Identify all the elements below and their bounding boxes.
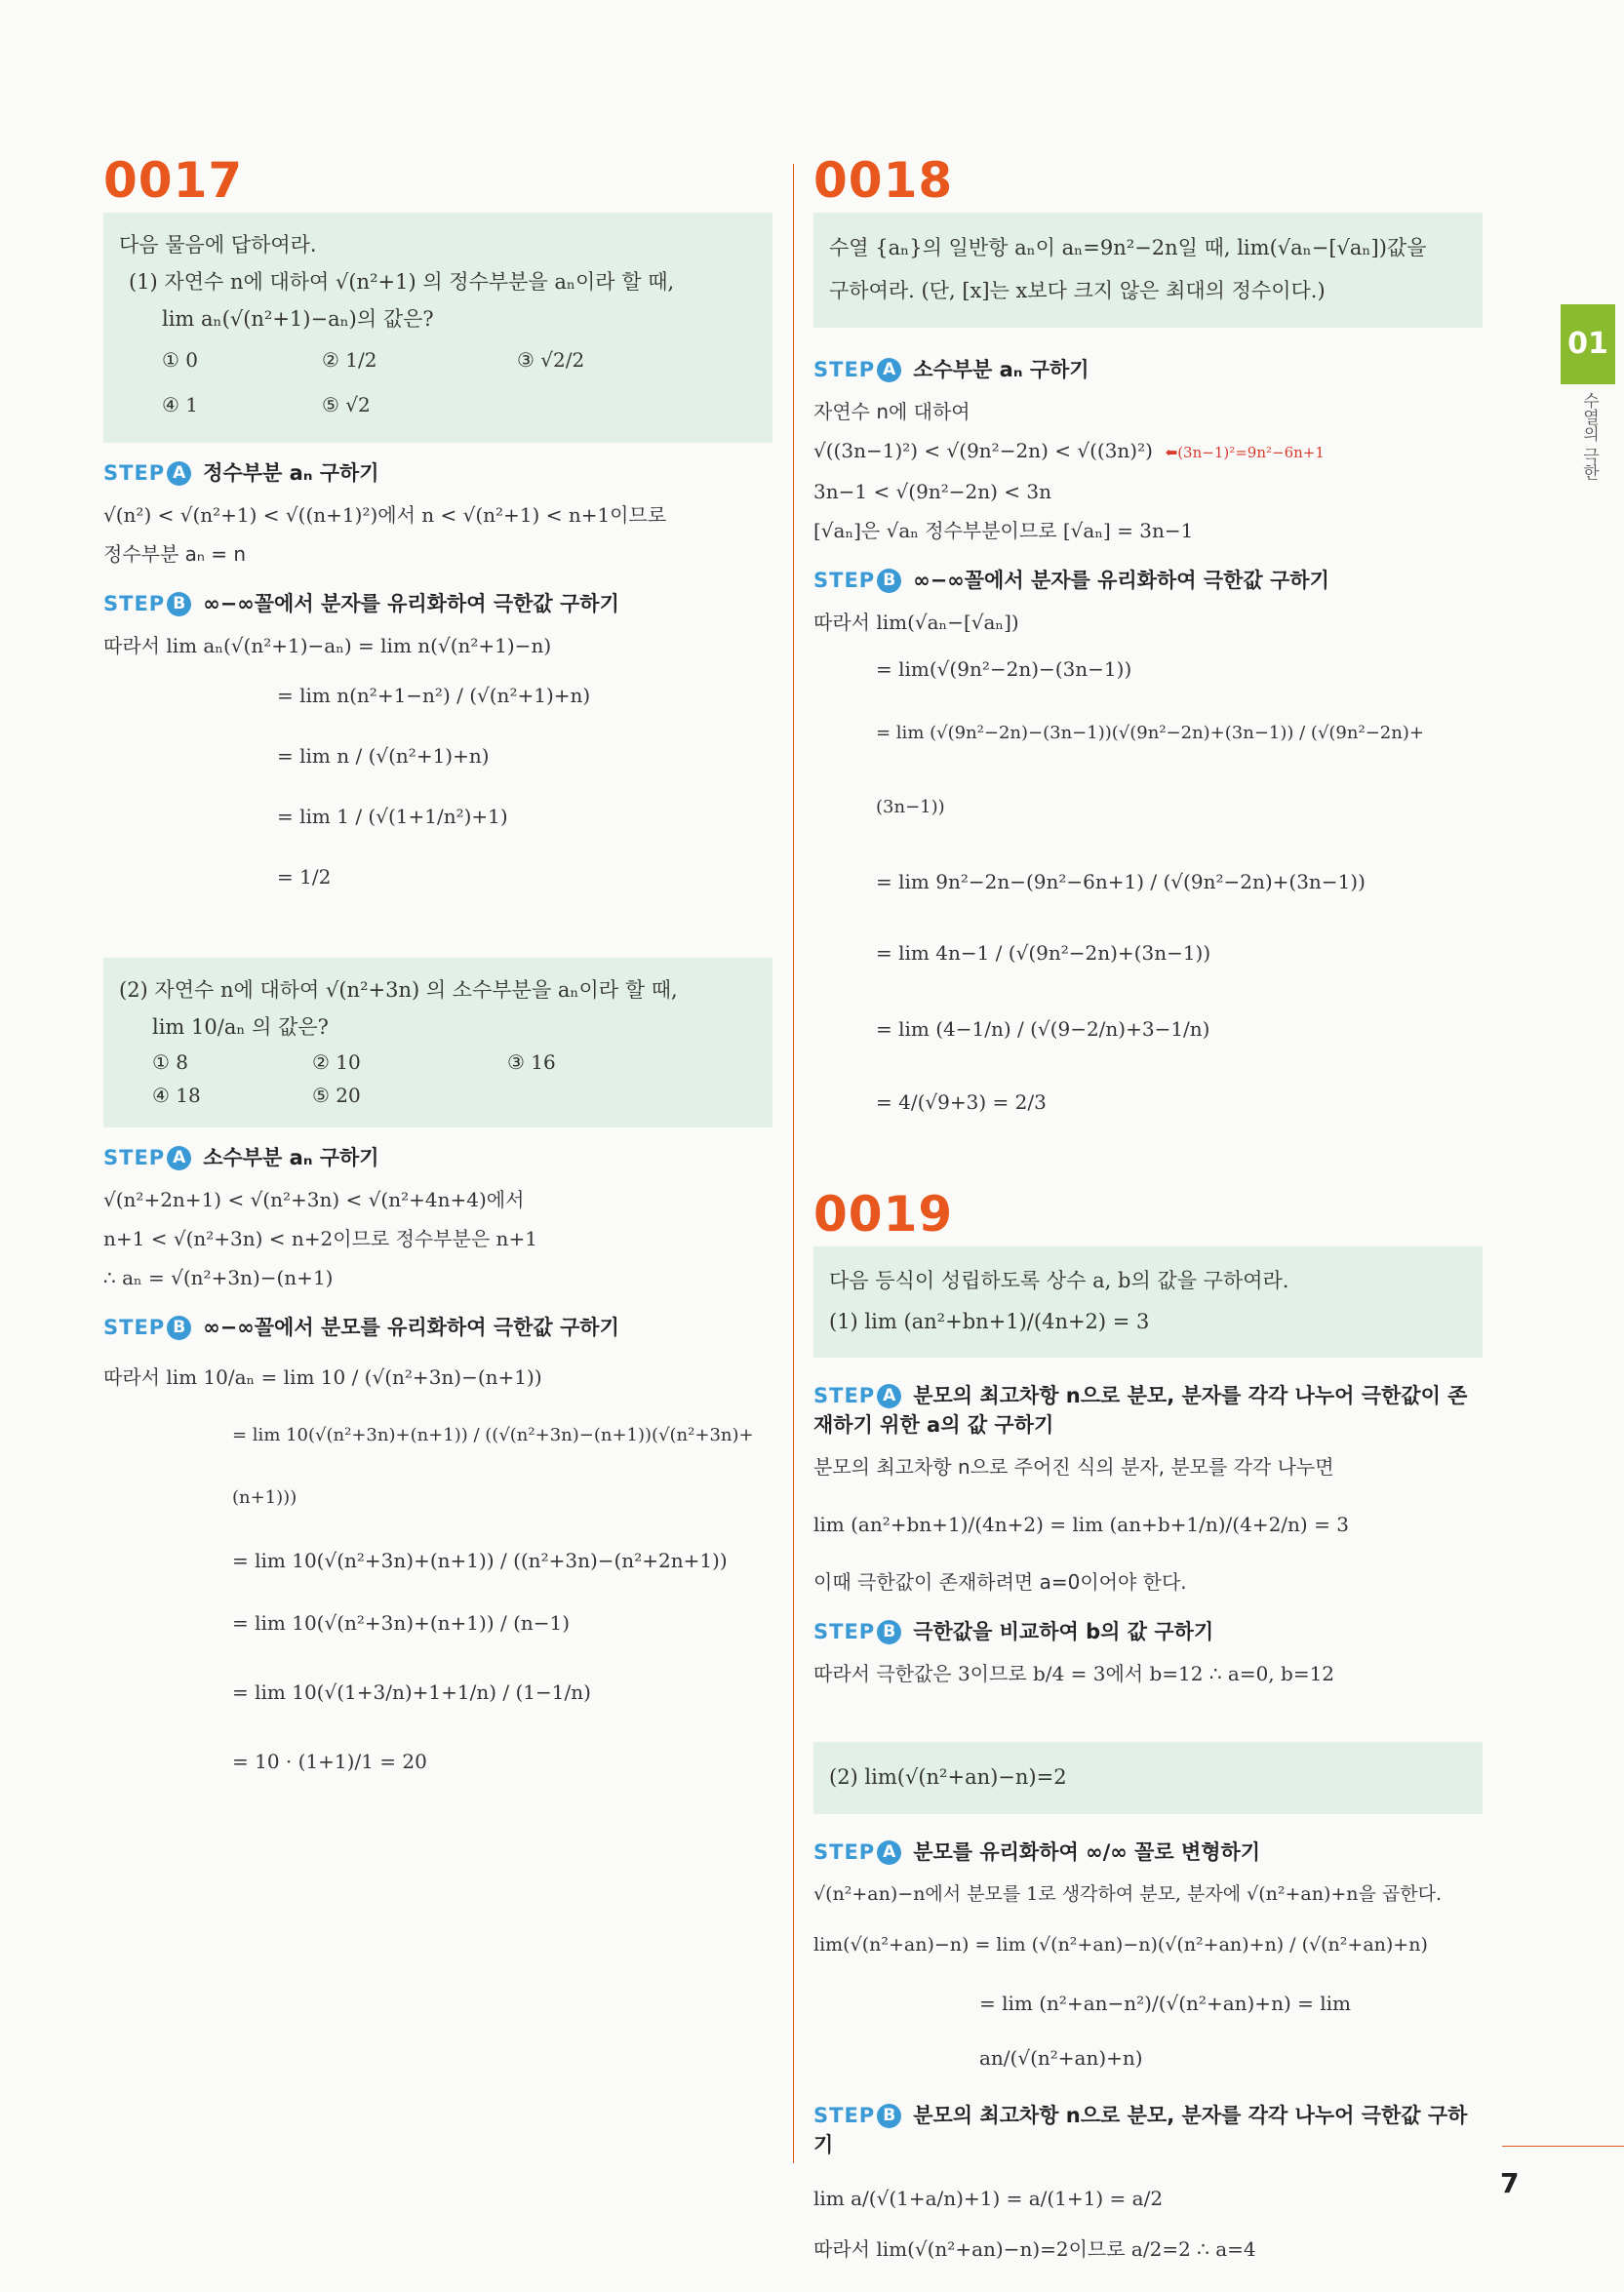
step-a-heading	[813, 1838, 1483, 1867]
answer-options	[119, 1046, 757, 1112]
step-badge: B	[167, 1316, 191, 1340]
solution-line: lim a/(√(1+a/n)+1) = a/(1+1) = a/2	[813, 2187, 1164, 2210]
solution-line: = lim 10(√(n²+3n)+(n+1)) / ((n²+3n)−(n²+2n+1))	[232, 1549, 728, 1572]
step-title: ∞−∞꼴에서 분자를 유리화하여 극한값 구하기	[913, 569, 1329, 592]
solution-line: 정수부분 aₙ = n	[103, 542, 247, 566]
solution-line: = lim 10(√(1+3/n)+1+1/n) / (1−1/n)	[232, 1680, 591, 1704]
step-a-heading	[103, 1143, 772, 1172]
step-title: 소수부분 aₙ 구하기	[913, 358, 1089, 381]
chapter-label: 수열의 극한	[1579, 392, 1599, 481]
question-line: (2) 자연수 n에 대하여 √(n²+3n) 의 소수부분을 aₙ이라 할 때,	[119, 978, 678, 1002]
chapter-tab[interactable]: 01	[1561, 304, 1615, 384]
step-title: 정수부분 aₙ 구하기	[203, 461, 379, 485]
question-box-0019	[813, 1246, 1483, 1358]
option[interactable]: ④ 1	[162, 393, 199, 416]
page-number: 7	[1500, 2167, 1520, 2199]
step-badge: B	[167, 592, 191, 616]
solution-line: 따라서 lim 10/aₙ = lim 10 / (√(n²+3n)−(n+1))	[103, 1365, 542, 1389]
question-line: (1) 자연수 n에 대하여 √(n²+1) 의 정수부분을 aₙ이라 할 때,	[129, 270, 675, 294]
problem-number-0018: 0018	[813, 152, 954, 209]
step-a-heading	[103, 458, 772, 488]
question-box-0018	[813, 213, 1483, 328]
solution-line: 따라서 lim(√aₙ−[√aₙ])	[813, 611, 1019, 634]
question-line: (2) lim(√(n²+an)−n)=2	[829, 1765, 1067, 1789]
step-tag: STEP	[813, 358, 876, 381]
solution-line: = lim 4n−1 / (√(9n²−2n)+(3n−1))	[876, 941, 1211, 965]
step-tag: STEP	[103, 461, 166, 485]
column-divider	[793, 164, 794, 2163]
step-tag: STEP	[813, 1840, 876, 1864]
step-tag: STEP	[103, 592, 166, 615]
step-badge: B	[877, 1620, 901, 1644]
step-badge: B	[877, 569, 901, 593]
solution-line: 자연수 n에 대하여	[813, 400, 970, 423]
step-title: 분모의 최고차항 n으로 분모, 분자를 각각 나누어 극한값 구하기	[813, 2104, 1468, 2156]
step-a-heading	[813, 1381, 1483, 1440]
option[interactable]: ② 1/2	[322, 348, 377, 372]
step-b-heading	[813, 566, 1483, 595]
step-title: 소수부분 aₙ 구하기	[203, 1146, 379, 1169]
step-badge: A	[877, 358, 901, 382]
hint-note: ⬅(3n−1)²=9n²−6n+1	[1165, 444, 1325, 461]
solution-line: = lim (4−1/n) / (√(9−2/n)+3−1/n)	[876, 1017, 1210, 1041]
problem-number-0017: 0017	[103, 152, 244, 209]
solution-line	[813, 431, 1483, 472]
question-line: (1) lim (an²+bn+1)/(4n+2) = 3	[829, 1310, 1150, 1333]
solution-line: = 10 · (1+1)/1 = 20	[232, 1750, 427, 1773]
solution-line: = lim(√(9n²−2n)−(3n−1))	[876, 657, 1132, 681]
solution-line: = lim (√(9n²−2n)−(3n−1))(√(9n²−2n)+(3n−1)) / (√(9n²−2n)+(3n−1))	[876, 723, 1424, 817]
step-tag: STEP	[813, 1620, 876, 1643]
solution-line: 따라서 lim(√(n²+an)−n)=2이므로 a/2=2 ∴ a=4	[813, 2237, 1256, 2261]
question-line: 다음 물음에 답하여라.	[119, 233, 317, 257]
footer-rule	[1502, 2146, 1624, 2147]
step-b-heading	[103, 589, 772, 618]
question-line: 구하여라. (단, [x]는 x보다 크지 않은 최대의 정수이다.)	[829, 279, 1326, 302]
problem-number-0019: 0019	[813, 1186, 954, 1243]
step-b-heading	[103, 1313, 772, 1342]
solution-line: = lim 10(√(n²+3n)+(n+1)) / ((√(n²+3n)−(n+1))(√(n²+3n)+(n+1)))	[232, 1425, 754, 1508]
solution-line: 따라서 lim aₙ(√(n²+1)−aₙ) = lim n(√(n²+1)−n)	[103, 634, 552, 657]
option[interactable]: ③ 16	[507, 1050, 556, 1074]
solution-line: lim(√(n²+an)−n) = lim (√(n²+an)−n)(√(n²+an)+n) / (√(n²+an)+n)	[813, 1934, 1428, 1956]
step-badge: A	[167, 461, 191, 486]
option[interactable]: ③ √2/2	[517, 348, 585, 372]
right-column	[813, 152, 1483, 2269]
solution-line: √(n²+an)−n에서 분모를 1로 생각하여 분모, 분자에 √(n²+an)+n을 곱한다.	[813, 1883, 1443, 1905]
question-line: 다음 등식이 성립하도록 상수 a, b의 값을 구하여라.	[829, 1269, 1289, 1292]
step-tag: STEP	[813, 1384, 876, 1407]
step-badge: A	[877, 1840, 901, 1865]
step-title: 분모를 유리화하여 ∞/∞ 꼴로 변형하기	[913, 1840, 1261, 1864]
solution-line: = lim 9n²−2n−(9n²−6n+1) / (√(9n²−2n)+(3n−1))	[876, 870, 1366, 893]
inequality: √((3n−1)²) < √(9n²−2n) < √((3n)²)	[813, 439, 1153, 462]
solution-line: = lim n(n²+1−n²) / (√(n²+1)+n)	[277, 684, 591, 707]
solution-line: n+1 < √(n²+3n) < n+2이므로 정수부분은 n+1	[103, 1227, 537, 1250]
step-badge: B	[877, 2104, 901, 2128]
solution-line: = lim n / (√(n²+1)+n)	[277, 744, 490, 768]
solution-line: √(n²) < √(n²+1) < √((n+1)²)에서 n < √(n²+1) < n+1이므로	[103, 503, 667, 527]
option[interactable]: ② 10	[312, 1050, 361, 1074]
option[interactable]: ① 0	[162, 348, 199, 372]
step-title: 분모의 최고차항 n으로 분모, 분자를 각각 나누어 극한값이 존재하기 위한 a의 값 구하기	[813, 1384, 1468, 1437]
solution-line: = 1/2	[277, 865, 332, 889]
left-column	[103, 152, 772, 1793]
step-tag: STEP	[103, 1316, 166, 1339]
solution-line: [√aₙ]은 √aₙ 정수부분이므로 [√aₙ] = 3n−1	[813, 519, 1194, 542]
option[interactable]: ④ 18	[152, 1084, 201, 1107]
step-title: ∞−∞꼴에서 분자를 유리화하여 극한값 구하기	[203, 592, 619, 615]
solution-line: 분모의 최고차항 n으로 주어진 식의 분자, 분모를 각각 나누면	[813, 1455, 1334, 1479]
option[interactable]: ⑤ √2	[322, 393, 371, 416]
solution-line: = lim 10(√(n²+3n)+(n+1)) / (n−1)	[232, 1611, 571, 1635]
answer-options	[119, 337, 757, 427]
step-b-heading	[813, 2101, 1483, 2159]
step-b-heading	[813, 1617, 1483, 1646]
option[interactable]: ⑤ 20	[312, 1084, 361, 1107]
step-badge: A	[167, 1146, 191, 1170]
solution-line: = lim (n²+an−n²)/(√(n²+an)+n) = lim an/(√(n²+an)+n)	[979, 1992, 1351, 2070]
question-box-0017	[103, 213, 772, 443]
solution-line: 이때 극한값이 존재하려면 a=0이어야 한다.	[813, 1570, 1187, 1594]
step-tag: STEP	[103, 1146, 166, 1169]
option[interactable]: ① 8	[152, 1050, 189, 1074]
solution-line: 따라서 극한값은 3이므로 b/4 = 3에서 b=12 ∴ a=0, b=12	[813, 1662, 1335, 1685]
solution-line: = lim 1 / (√(1+1/n²)+1)	[277, 805, 508, 828]
solution-line: √(n²+2n+1) < √(n²+3n) < √(n²+4n+4)에서	[103, 1188, 525, 1211]
solution-line: lim (an²+bn+1)/(4n+2) = lim (an+b+1/n)/(4+2/n) = 3	[813, 1513, 1349, 1536]
solution-line: = 4/(√9+3) = 2/3	[876, 1090, 1047, 1114]
step-title: 극한값을 비교하여 b의 값 구하기	[913, 1620, 1214, 1643]
question-line: lim aₙ(√(n²+1)−aₙ)의 값은?	[162, 307, 434, 331]
step-a-heading	[813, 355, 1483, 384]
step-badge: A	[877, 1384, 901, 1408]
question-box-0017-2	[103, 958, 772, 1127]
question-line: 수열 {aₙ}의 일반항 aₙ이 aₙ=9n²−2n일 때, lim(√aₙ−[√aₙ])값을	[829, 236, 1427, 259]
step-title: ∞−∞꼴에서 분모를 유리화하여 극한값 구하기	[203, 1316, 619, 1339]
question-line: lim 10/aₙ 의 값은?	[152, 1015, 329, 1039]
question-box-0019-2	[813, 1742, 1483, 1814]
solution-line: 3n−1 < √(9n²−2n) < 3n	[813, 480, 1051, 503]
solution-line: ∴ aₙ = √(n²+3n)−(n+1)	[103, 1266, 334, 1289]
step-tag: STEP	[813, 569, 876, 592]
step-tag: STEP	[813, 2104, 876, 2127]
